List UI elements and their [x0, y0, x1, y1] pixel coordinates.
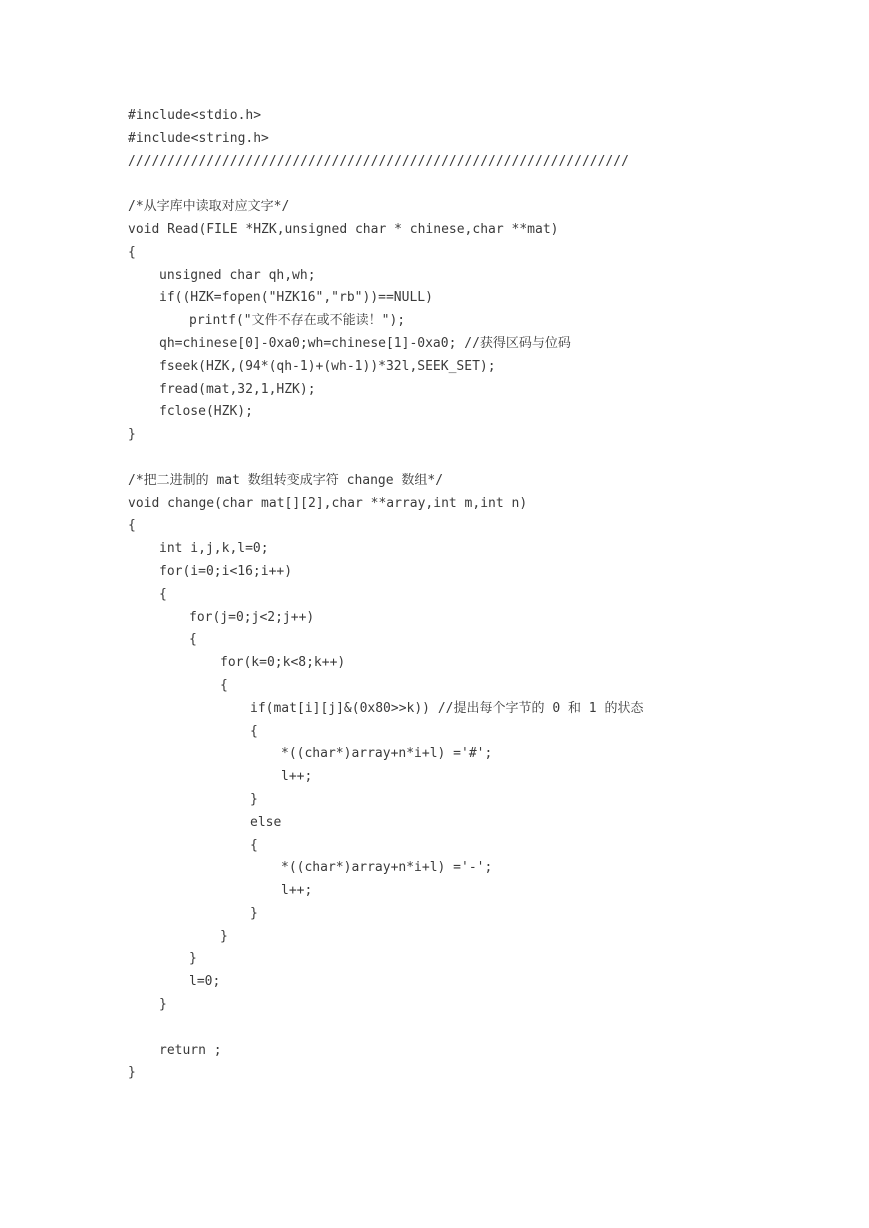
- code-line: printf("文件不存在或不能读！");: [189, 313, 406, 329]
- code-line: qh=chinese[0]-0xa0;wh=chinese[1]-0xa0; //获得区码与位码: [159, 335, 571, 351]
- code-line: {: [189, 632, 197, 648]
- code-line: for(k=0;k<8;k++): [220, 655, 346, 671]
- code-line: {: [220, 677, 228, 693]
- code-line: unsigned char qh,wh;: [159, 267, 316, 283]
- code-line: {: [128, 518, 136, 534]
- code-line: }: [128, 427, 136, 443]
- code-line: {: [250, 837, 258, 853]
- code-line: }: [220, 928, 228, 944]
- code-line: for(i=0;i<16;i++): [159, 563, 293, 579]
- code-line: return ;: [159, 1042, 222, 1058]
- code-line: }: [128, 1065, 136, 1081]
- code-line: /*把二进制的 mat 数组转变成字符 change 数组*/: [128, 472, 444, 488]
- code-line: }: [189, 951, 197, 967]
- code-block: [128, 105, 848, 1085]
- code-line: /*从字库中读取对应文字*/: [128, 199, 290, 215]
- code-line: void change(char mat[][2],char **array,int m,int n): [128, 495, 528, 511]
- code-line: ////////////////////////////////////////////////////////////////: [128, 153, 629, 169]
- code-line: fseek(HZK,(94*(qh-1)+(wh-1))*32l,SEEK_SET);: [159, 358, 496, 374]
- code-line: if((HZK=fopen("HZK16","rb"))==NULL): [159, 290, 433, 306]
- code-line: fclose(HZK);: [159, 404, 253, 420]
- code-line: {: [250, 723, 258, 739]
- code-line: *((char*)array+n*i+l) ='#';: [281, 746, 493, 762]
- code-line: void Read(FILE *HZK,unsigned char * chinese,char **mat): [128, 221, 559, 237]
- code-line: l=0;: [189, 974, 221, 990]
- code-line: #include<string.h>: [128, 130, 269, 146]
- blank-line: [128, 173, 848, 196]
- code-line: else: [250, 814, 282, 830]
- code-line: #include<stdio.h>: [128, 108, 262, 123]
- code-line: l++;: [281, 769, 313, 785]
- blank-line: [128, 447, 848, 470]
- code-line: if(mat[i][j]&(0x80>>k)) //提出每个字节的 0 和 1 的状态: [250, 700, 644, 716]
- code-line: {: [128, 244, 136, 260]
- code-line: }: [250, 791, 258, 807]
- code-line: }: [159, 997, 167, 1013]
- code-line: int i,j,k,l=0;: [159, 541, 269, 557]
- code-line: for(j=0;j<2;j++): [189, 609, 315, 625]
- blank-line: [128, 1017, 848, 1040]
- code-line: {: [159, 586, 167, 602]
- code-line: fread(mat,32,1,HZK);: [159, 381, 316, 397]
- code-line: *((char*)array+n*i+l) ='-';: [281, 860, 493, 876]
- code-line: }: [250, 905, 258, 921]
- code-line: l++;: [281, 883, 313, 899]
